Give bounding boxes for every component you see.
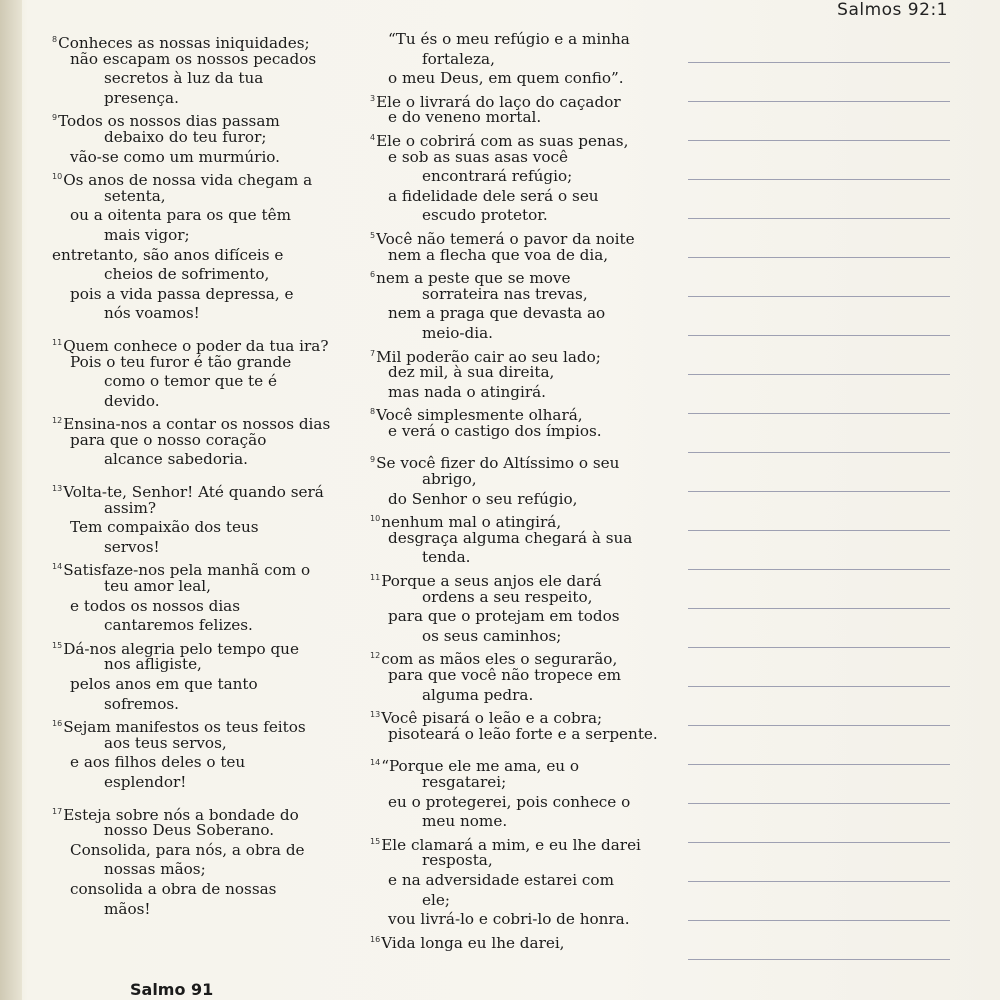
verse-line [370, 89, 690, 109]
note-line [688, 920, 950, 921]
verse-line [370, 265, 690, 288]
verse-text: desgraça alguma chegará à sua [388, 528, 633, 547]
verse-line [52, 353, 372, 373]
verse-text: pisoteará o leão forte e a serpente. [388, 724, 658, 743]
verse-line [370, 148, 690, 168]
verse-line [52, 372, 372, 392]
verse-line [370, 304, 690, 324]
verse-line [370, 128, 690, 148]
verse-line [370, 568, 690, 591]
verse-number: 13 [370, 710, 381, 720]
verse-line [52, 695, 372, 715]
verse-text: ele; [422, 890, 450, 909]
verse-text: teu amor leal, [104, 577, 211, 596]
note-line [688, 842, 950, 843]
verse-text: e todos os nossos dias [70, 596, 241, 615]
verse-line [370, 108, 690, 128]
verse-text: sorrateira nas trevas, [422, 284, 588, 303]
verse-text: Dá-nos alegria pelo tempo que [63, 639, 299, 658]
verse-line [52, 285, 372, 305]
verse-line [370, 607, 690, 627]
note-line [688, 296, 950, 297]
verse-line [370, 529, 690, 549]
verse-line [370, 324, 690, 344]
verse-text: entretanto, são anos difíceis e [52, 245, 284, 264]
verse-line [52, 860, 372, 880]
verse-line [52, 821, 372, 841]
note-line [688, 140, 950, 141]
verse-line [52, 167, 372, 190]
verse-text: Ensina-nos a contar os nossos dias [63, 415, 331, 434]
verse-line [52, 841, 372, 861]
verse-text: pelos anos em que tanto [70, 675, 258, 693]
verse-line [370, 666, 690, 686]
verse-line [370, 450, 690, 473]
verse-line [52, 108, 372, 131]
verse-number: 15 [52, 640, 63, 650]
note-lines-area [688, 62, 950, 1000]
verse-text: Pois o teu furor é tão grande [70, 352, 292, 371]
verse-text: presença. [104, 88, 179, 107]
verse-text: para que o nosso coração [70, 430, 267, 449]
note-line [688, 803, 950, 804]
verse-text: nem a peste que se move [376, 269, 571, 288]
verse-text: Mil poderão cair ao seu lado; [376, 347, 601, 366]
verse-line [52, 802, 372, 822]
verse-line [52, 431, 372, 451]
verse-text: Sejam manifestos os teus feitos [63, 718, 306, 737]
verse-text: ordens a seu respeito, [422, 587, 593, 606]
verse-line [52, 187, 372, 207]
verse-line [370, 69, 690, 89]
verse-line [52, 734, 372, 754]
verse-line [370, 187, 690, 207]
verse-text: com as mãos eles o segurarão, [381, 650, 618, 669]
left-text-column [52, 30, 372, 919]
verse-text: vão-se como um murmúrio. [70, 147, 280, 166]
verse-line [52, 597, 372, 617]
verse-text: nossas mãos; [104, 860, 206, 879]
book-gutter [0, 0, 22, 1000]
verse-line [52, 753, 372, 773]
verse-text: para que o protejam em todos [388, 607, 620, 626]
verse-text: Conheces as nossas iniquidades; [58, 34, 310, 52]
psalm-heading: Salmo 91 [130, 980, 214, 999]
verse-text: Volta-te, Senhor! Até quando será [63, 483, 324, 502]
verse-text: “Tu és o meu refúgio e a minha [388, 30, 630, 48]
verse-line [370, 30, 690, 50]
verse-line [370, 226, 690, 246]
verse-line [370, 422, 690, 442]
verse-text: fortaleza, [422, 49, 495, 68]
verse-number: 11 [370, 573, 381, 583]
verse-text: Ele o livrará do laço do caçador [376, 92, 621, 111]
verse-text: resgatarei; [422, 772, 507, 791]
note-line [688, 179, 950, 180]
verse-number: 9 [52, 113, 58, 123]
verse-line [370, 470, 690, 490]
verse-line [52, 479, 372, 502]
verse-text: pois a vida passa depressa, e [70, 284, 294, 303]
note-line [688, 647, 950, 648]
verse-line [52, 392, 372, 412]
verse-text: dez mil, à sua direita, [388, 363, 555, 382]
verse-text: nem a praga que devasta ao [388, 304, 606, 323]
verse-text: cantaremos felizes. [104, 616, 253, 635]
verse-text: setenta, [104, 186, 166, 205]
verse-text: assim? [104, 498, 157, 517]
verse-line [370, 344, 690, 364]
verse-text: escudo protetor. [422, 206, 548, 225]
middle-text-column [370, 30, 690, 952]
verse-line [52, 557, 372, 580]
verse-text: nem a flecha que voa de dia, [388, 245, 609, 264]
verse-line [52, 246, 372, 266]
verse-line [370, 285, 690, 305]
note-line [688, 764, 950, 765]
note-line [688, 881, 950, 882]
verse-line [370, 167, 690, 187]
verse-line [52, 880, 372, 900]
verse-text: Satisfaze-nos pela manhã com o [63, 561, 311, 580]
verse-text: e do veneno mortal. [388, 108, 542, 127]
verse-number: 11 [52, 337, 63, 347]
note-line [688, 413, 950, 414]
verse-line [52, 636, 372, 656]
verse-number: 7 [370, 348, 376, 358]
verse-line [52, 538, 372, 558]
verse-text: e verá o castigo dos ímpios. [388, 421, 602, 440]
verse-text: sofremos. [104, 694, 179, 713]
verse-line [370, 891, 690, 911]
verse-number: 13 [52, 484, 63, 494]
verse-text: eu o protegerei, pois conhece o [388, 792, 631, 811]
verse-text: não escapam os nossos pecados [70, 49, 317, 68]
verse-number: 10 [370, 514, 381, 524]
verse-text: Esteja sobre nós a bondade do [63, 805, 299, 824]
verse-text: Vida longa eu lhe darei, [381, 933, 565, 952]
verse-text: nos afligiste, [104, 655, 202, 674]
verse-text: do Senhor o seu refúgio, [388, 489, 578, 508]
verse-text: Você não temerá o pavor da noite [376, 229, 635, 248]
verse-line [52, 773, 372, 793]
verse-text: resposta, [422, 851, 493, 870]
verse-number: 16 [52, 719, 63, 729]
verse-number: 12 [370, 651, 381, 661]
verse-line [370, 402, 690, 425]
verse-line [370, 686, 690, 706]
verse-text: a fidelidade dele será o seu [388, 186, 599, 205]
verse-number: 3 [370, 93, 376, 103]
verse-line [52, 265, 372, 285]
verse-line [52, 148, 372, 168]
verse-number: 17 [52, 806, 63, 816]
verse-number: 9 [370, 455, 376, 465]
verse-text: ou a oitenta para os que têm [70, 206, 291, 225]
verse-text: Quem conhece o poder da tua ira? [63, 336, 329, 355]
verse-line [52, 675, 372, 695]
verse-line [52, 518, 372, 538]
verse-line [370, 910, 690, 930]
verse-number: 16 [370, 934, 381, 944]
note-line [688, 686, 950, 687]
verse-text: Consolida, para nós, a obra de [70, 840, 305, 859]
verse-line [370, 246, 690, 266]
note-line [688, 257, 950, 258]
verse-number: 14 [370, 758, 381, 768]
verse-line [370, 490, 690, 510]
verse-text: nenhum mal o atingirá, [381, 513, 562, 532]
verse-line [52, 30, 372, 50]
verse-line [52, 206, 372, 226]
verse-line [370, 832, 690, 852]
verse-line [52, 900, 372, 920]
verse-text: e sob as suas asas você [388, 147, 568, 166]
verse-line [370, 627, 690, 647]
verse-text: o meu Deus, em quem confio”. [388, 69, 624, 88]
verse-text: abrigo, [422, 470, 477, 489]
verse-text: Ele clamará a mim, e eu lhe darei [381, 835, 641, 854]
verse-text: secretos à luz da tua [104, 69, 264, 88]
note-line [688, 725, 950, 726]
verse-line [370, 753, 690, 776]
verse-line [370, 206, 690, 226]
verse-text: mais vigor; [104, 225, 190, 244]
verse-line [370, 930, 690, 950]
verse-number: 10 [52, 172, 63, 182]
verse-text: Você simplesmente olhará, [376, 406, 583, 425]
verse-line [370, 509, 690, 532]
verse-line [52, 128, 372, 148]
verse-line [370, 50, 690, 70]
note-line [688, 569, 950, 570]
verse-text: meu nome. [422, 812, 508, 831]
verse-text: vou livrá-lo e cobri-lo de honra. [388, 910, 630, 929]
note-line [688, 101, 950, 102]
verse-text: aos teus servos, [104, 733, 227, 752]
verse-text: mas nada o atingirá. [388, 382, 547, 401]
verse-text: “Porque ele me ama, eu o [381, 757, 580, 776]
verse-text: alcance sabedoria. [104, 450, 248, 469]
note-line [688, 452, 950, 453]
verse-line [52, 450, 372, 470]
verse-line [370, 773, 690, 793]
note-line [688, 62, 950, 63]
verse-text: Você pisará o leão e a cobra; [381, 709, 603, 728]
verse-text: Se você fizer do Altíssimo o seu [376, 454, 620, 473]
verse-text: Tem compaixão dos teus [70, 518, 259, 537]
verse-line [370, 812, 690, 832]
verse-text: como o temor que te é [104, 372, 277, 391]
verse-line [52, 50, 372, 70]
verse-text: cheios de sofrimento, [104, 265, 270, 284]
note-line [688, 335, 950, 336]
verse-text: nosso Deus Soberano. [104, 821, 275, 840]
verse-line [370, 725, 690, 745]
verse-text: nós voamos! [104, 304, 200, 323]
note-line [688, 218, 950, 219]
verse-text: para que você não tropece em [388, 666, 622, 684]
verse-line [52, 69, 372, 89]
verse-text: alguma pedra. [422, 685, 534, 704]
verse-text: mãos! [104, 899, 151, 918]
verse-number: 5 [370, 230, 376, 240]
verse-text: debaixo do teu furor; [104, 127, 267, 146]
verse-text: devido. [104, 391, 160, 410]
verse-text: consolida a obra de nossas [70, 879, 277, 898]
verse-number: 8 [52, 35, 58, 44]
verse-number: 15 [370, 836, 381, 846]
verse-text: encontrará refúgio; [422, 167, 573, 186]
note-line [688, 959, 950, 960]
verse-line [52, 333, 372, 353]
verse-line [52, 304, 372, 324]
verse-text: Porque a seus anjos ele dará [381, 572, 602, 591]
verse-number: 6 [370, 270, 376, 280]
verse-text: servos! [104, 537, 160, 556]
verse-line [52, 577, 372, 597]
verse-number: 14 [52, 562, 63, 572]
verse-line [370, 363, 690, 383]
note-line [688, 530, 950, 531]
verse-line [370, 871, 690, 891]
verse-line [52, 655, 372, 675]
verse-text: tenda. [422, 548, 471, 567]
verse-text: Todos os nossos dias passam [58, 112, 280, 131]
note-line [688, 374, 950, 375]
verse-line [52, 89, 372, 109]
verse-text: esplendor! [104, 772, 187, 791]
verse-line [370, 548, 690, 568]
verse-line [52, 616, 372, 636]
verse-line [52, 714, 372, 737]
verse-line [52, 226, 372, 246]
verse-line [370, 646, 690, 669]
verse-line [370, 588, 690, 608]
verse-line [370, 793, 690, 813]
verse-number: 12 [52, 416, 63, 426]
note-line [688, 491, 950, 492]
verse-line [370, 383, 690, 403]
verse-line [370, 851, 690, 871]
verse-text: os seus caminhos; [422, 626, 562, 645]
verse-line [52, 411, 372, 434]
running-head: Salmos 92:1 [837, 0, 948, 20]
verse-text: Ele o cobrirá com as suas penas, [376, 131, 629, 150]
verse-line [370, 705, 690, 728]
verse-line [52, 499, 372, 519]
verse-text: e na adversidade estarei com [388, 870, 614, 889]
verse-number: 4 [370, 132, 376, 142]
verse-number: 8 [370, 407, 376, 417]
note-line [688, 608, 950, 609]
verse-text: meio-dia. [422, 323, 493, 342]
verse-text: Os anos de nossa vida chegam a [63, 171, 313, 190]
verse-text: e aos filhos deles o teu [70, 753, 246, 772]
